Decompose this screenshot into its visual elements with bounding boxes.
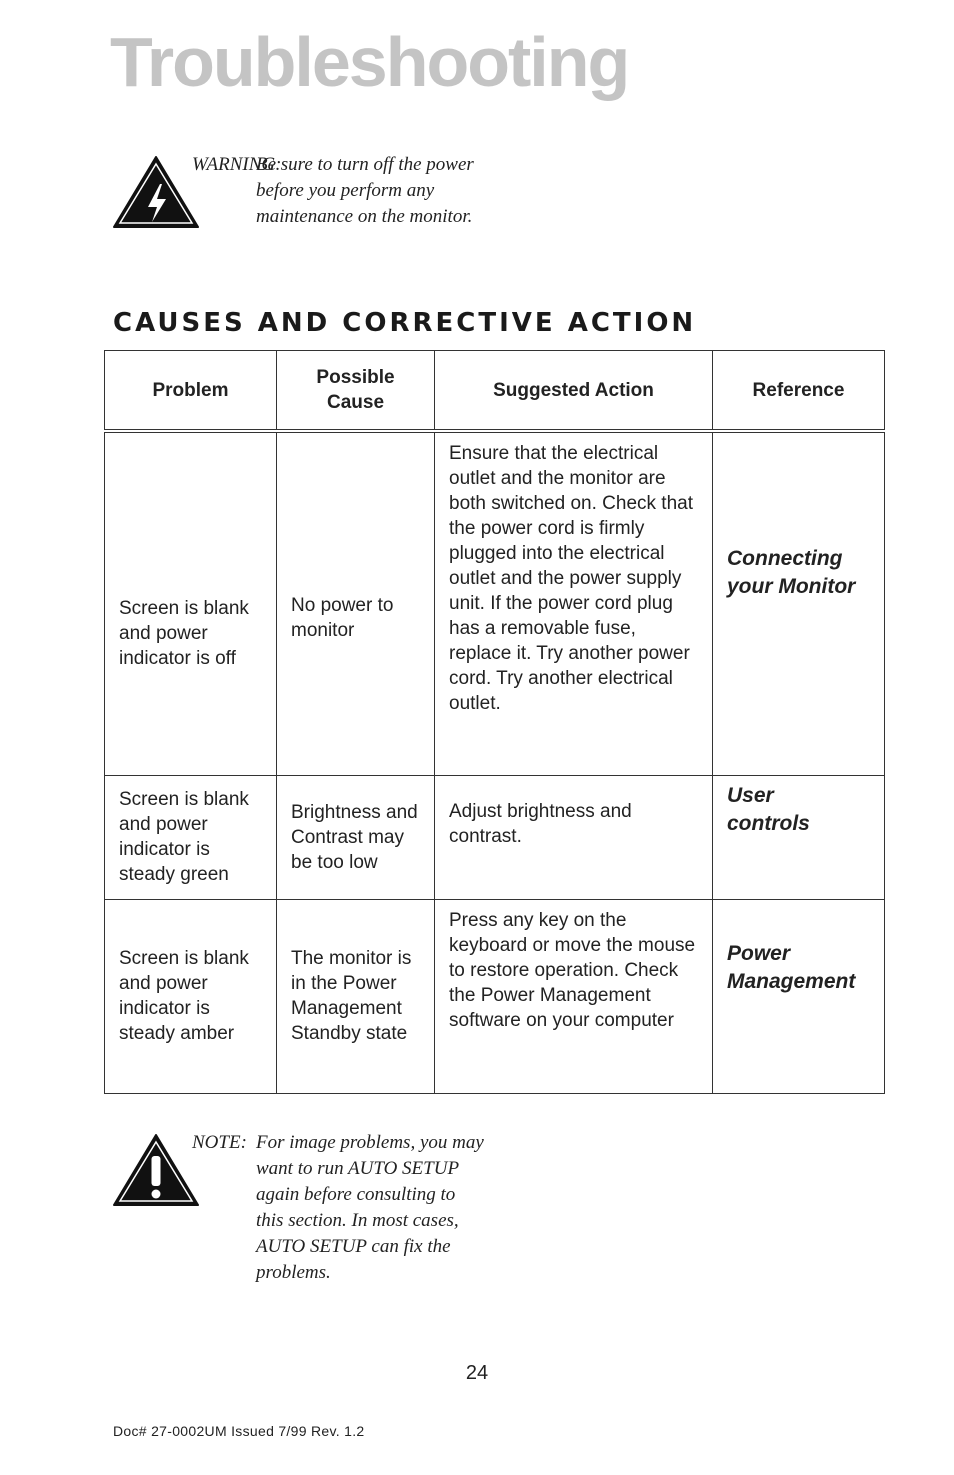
cause-cell: No power to monitor (277, 431, 435, 775)
warning-text: Be sure to turn off the power before you perform any maintenance on the monitor. (256, 154, 474, 227)
electrical-hazard-warning-icon (112, 154, 200, 230)
reference-cell: Connecting your Monitor (713, 431, 885, 775)
exclamation-caution-icon (112, 1132, 200, 1208)
page-title: Troubleshooting (110, 23, 629, 101)
table-row (105, 775, 885, 899)
section-heading: CAUSES AND CORRECTIVE ACTION (113, 308, 697, 338)
note-text: For image problems, you may want to run AUTO SETUP again before consulting to this section. In most cases, AUTO SETUP can fix the problems. (256, 1132, 484, 1283)
reference-cell: User controls (713, 775, 885, 899)
header-possible-cause: Possible Cause (277, 351, 435, 432)
troubleshooting-table (104, 350, 885, 1094)
problem-cell: Screen is blank and power indicator is steady amber (105, 899, 277, 1093)
header-reference: Reference (713, 351, 885, 432)
problem-cell: Screen is blank and power indicator is steady green (105, 775, 277, 899)
table-row (105, 899, 885, 1093)
cause-cell: Brightness and Contrast may be too low (277, 775, 435, 899)
page-number: 24 (465, 1362, 489, 1384)
cause-cell: The monitor is in the Power Management Standby state (277, 899, 435, 1093)
warning-label: WARNING: (192, 154, 282, 175)
action-cell: Adjust brightness and contrast. (435, 775, 713, 899)
table-header-row (105, 351, 885, 432)
note-notice (112, 1130, 512, 1290)
reference-cell: Power Management (713, 899, 885, 1093)
table-row (105, 431, 885, 775)
document-footer: Doc# 27-0002UM Issued 7/99 Rev. 1.2 (113, 1423, 365, 1439)
header-problem: Problem (105, 351, 277, 432)
action-cell: Press any key on the keyboard or move the mouse to restore operation. Check the Power Management software on your computer (435, 899, 713, 1093)
header-suggested-action: Suggested Action (435, 351, 713, 432)
warning-notice (112, 152, 512, 262)
action-cell: Ensure that the electrical outlet and the monitor are both switched on. Check that the power cord is firmly plugged into the electrical outlet and the power supply unit. If the power cord plug has a removable fuse, replace it. Try another power cord. Try another electrical outlet. (435, 431, 713, 775)
problem-cell: Screen is blank and power indicator is off (105, 431, 277, 775)
note-label: NOTE: (192, 1132, 247, 1153)
